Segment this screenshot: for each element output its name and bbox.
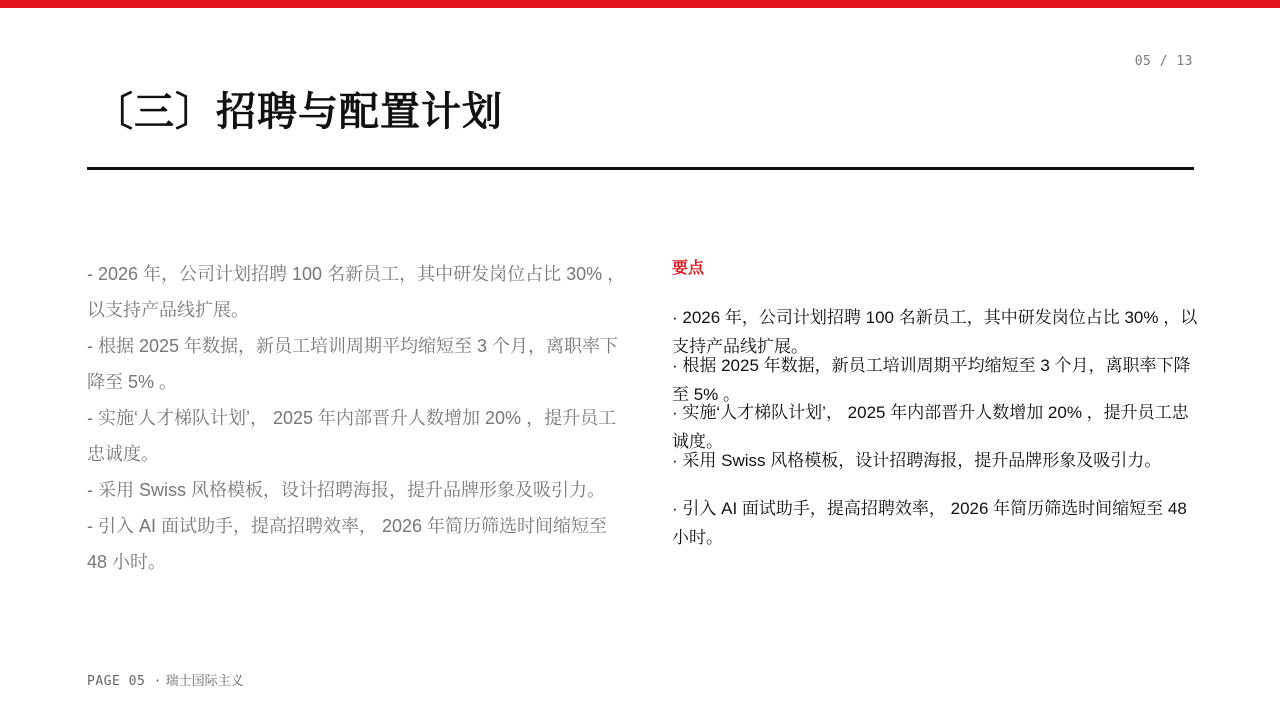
key-point-item: · 引入 AI 面试助手，提高招聘效率， 2026 年简历筛选时间缩短至 48 小时。 [672, 499, 1187, 547]
key-point-item: · 根据 2025 年数据，新员工培训周期平均缩短至 3 个月，离职率下降至 5% 。 [672, 356, 1191, 404]
body-text [87, 256, 632, 580]
body-paragraph: - 2026 年，公司计划招聘 100 名新员工，其中研发岗位占比 30% ，以支持产品线扩展。 [87, 264, 626, 320]
top-accent-bar [0, 0, 1280, 8]
body-paragraph: - 实施‘人才梯队计划’， 2025 年内部晋升人数增加 20% ，提升员工忠诚度。 [87, 408, 617, 464]
slide-title: 〔三〕招聘与配置计划 [93, 89, 503, 135]
page-counter: 05 / 13 [1134, 54, 1193, 69]
footer-page-label: PAGE 05 · [87, 674, 162, 689]
body-paragraph: - 采用 Swiss 风格模板，设计招聘海报，提升品牌形象及吸引力。 [87, 480, 605, 500]
key-point-item: · 采用 Swiss 风格模板，设计招聘海报，提升品牌形象及吸引力。 [672, 451, 1162, 470]
key-points-heading: 要点 [672, 260, 705, 277]
title-divider [87, 167, 1194, 170]
key-point-item: · 实施‘人才梯队计划’， 2025 年内部晋升人数增加 20% ，提升员工忠诚度。 [672, 403, 1189, 451]
footer-section-label: 瑞士国际主义 [165, 673, 244, 688]
footer [87, 670, 244, 689]
body-paragraph: - 引入 AI 面试助手，提高招聘效率， 2026 年简历筛选时间缩短至 48 小时。 [87, 516, 608, 572]
key-points-panel [672, 255, 1202, 547]
body-paragraph: - 根据 2025 年数据，新员工培训周期平均缩短至 3 个月，离职率下降至 5% 。 [87, 336, 619, 392]
key-point-item: · 2026 年，公司计划招聘 100 名新员工，其中研发岗位占比 30% ，以支持产品线扩展。 [672, 308, 1198, 356]
